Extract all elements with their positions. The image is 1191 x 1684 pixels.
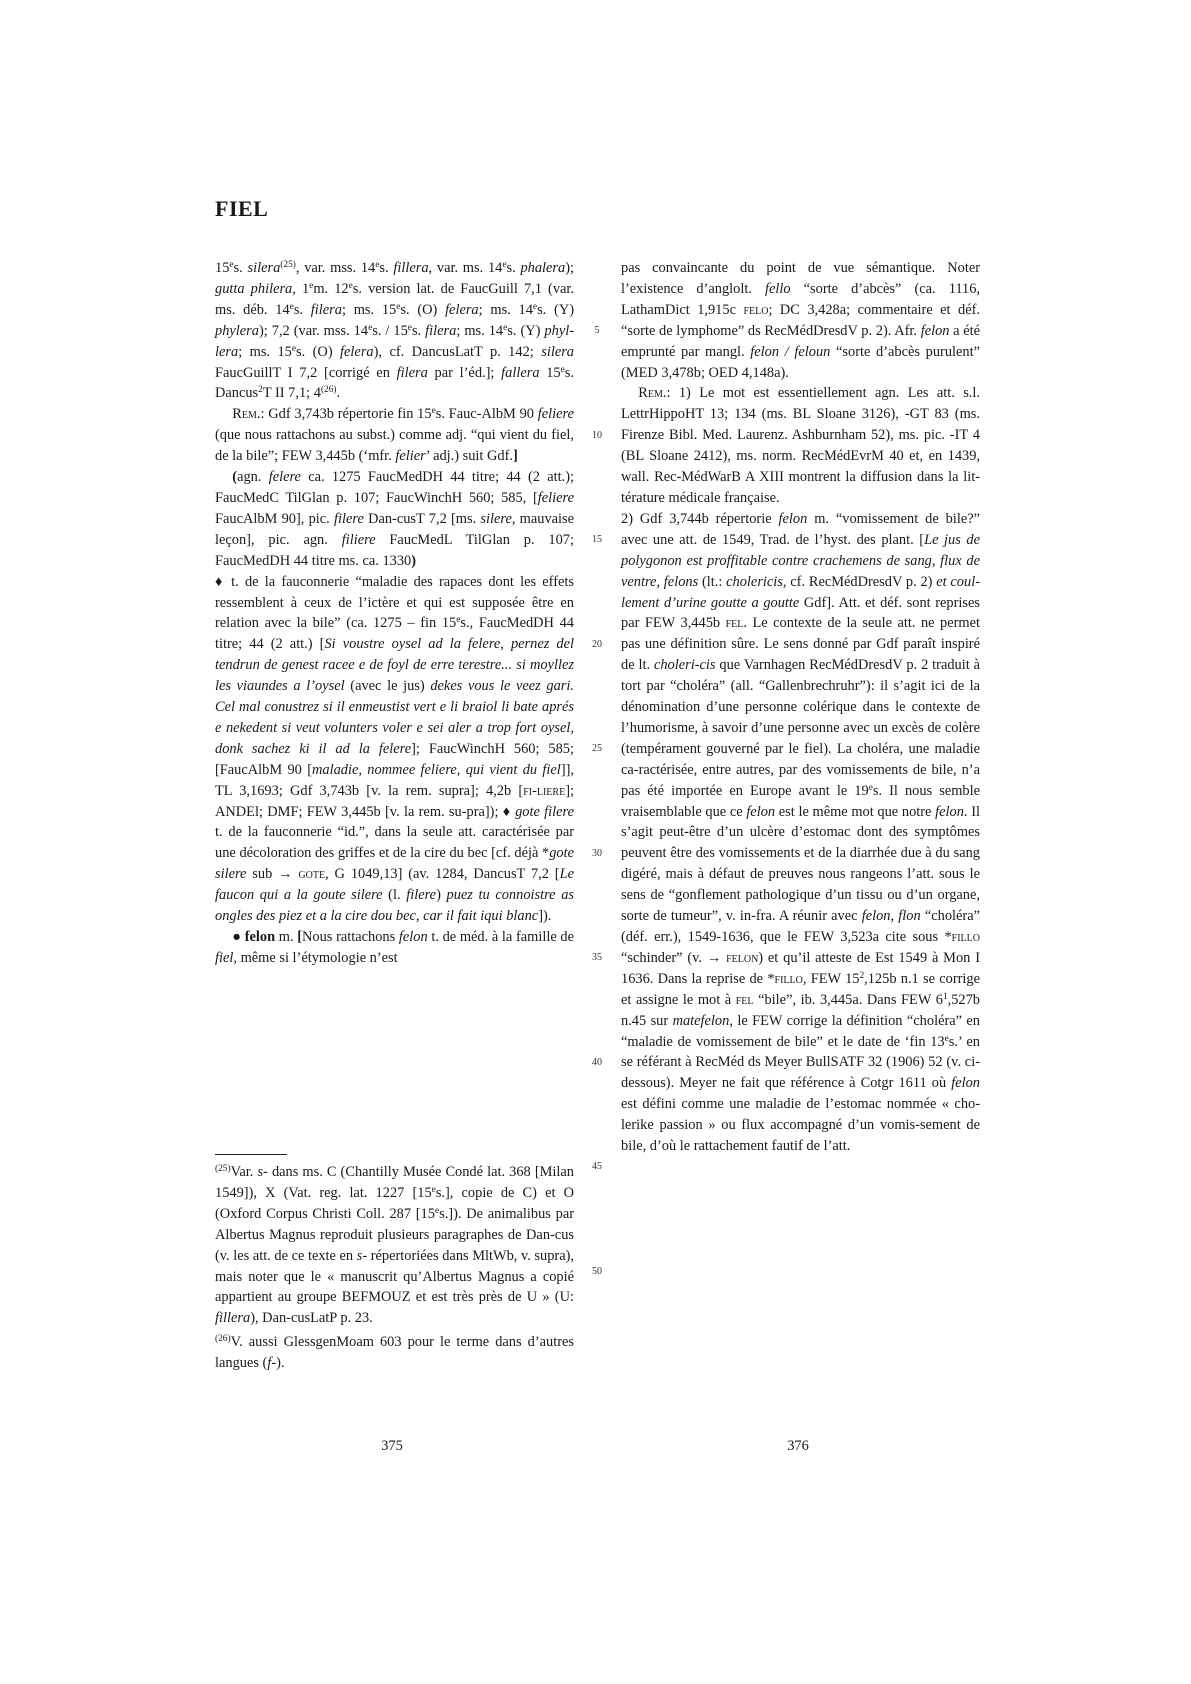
page-number-left: 375: [381, 1438, 403, 1454]
line-number: 20: [592, 639, 602, 650]
line-number: 40: [592, 1057, 602, 1068]
line-number: 15: [592, 534, 602, 545]
line-number: 35: [592, 952, 602, 963]
headword: FIEL: [215, 196, 269, 221]
line-number: 5: [594, 325, 600, 336]
footnote-rule: [215, 1154, 287, 1155]
footnotes: $^{(25)}$Var. s- dans ms. C (Chantilly Musée Condé lat. 368 [Milan 1549]), X (Vat. reg. lat. 1227 [15es.], copie de C) et O (Oxford Corpus Christi Coll. 287 [15es.]). De animalibus par Albertus Magnus reproduit plusieurs paragraphes de Dan-cus (v. les att. de ce texte en s- répertoriées dans MltWb, v. supra), mais noter que le « manuscrit qu’Albertus Magnus a copié appartient au groupe BEFMOUZ et est très près de U » (U: fillera), Dan-cusLatP p. 23. $^{(26)}$V. aussi GlessgenMoam 603 pour le terme dans d’autres langues (f-).: [215, 1163, 574, 1372]
line-number: 50: [592, 1266, 602, 1277]
line-number: 25: [592, 743, 602, 754]
right-column-text: pas convaincante du point de vue sémantique. Noter l’existence d’anglolt. fello “sorte d’abcès” (ca. 1116, LathamDict 1,915c felo; DC 3,428a; commentaire et déf. “sorte de lymphome” ds RecMédDresdV p. 2). Afr. felon a été emprunté par mangl. felon / feloun “sorte d’abcès purulent” (MED 3,478b; OED 4,148a). Rem.: 1) Le mot est essentiellement agn. Les att. s.l. LettrHippoHT 13; 134 (ms. BL Sloane 3126), -GT 83 (ms. Firenze Bibl. Med. Laurenz. Ashburnham 52), ms. pic. -IT 4 (BL Sloane 2412), ms. norm. RecMédEvrM 40 et, en 1439, wall. Rec-MédWarB A XIII montrent la diffusion dans la lit-térature médicale française. 2) Gdf 3,744b répertorie felon m. “vomissement de bile?” avec une att. de 1549, Trad. de l’hyst. des plant. [Le jus de polygonon est proffitable contre crachemens de sang, flux de ventre, felons (lt.: cholericis, cf. RecMédDresdV p. 2) et coul-lement d’urine goutte a goutte Gdf]. Att. et déf. sont reprises par FEW 3,445b fel. Le contexte de la seule att. ne permet pas une définition sûre. Le sens donné par Gdf paraît inspiré de lt. choleri-cis que Varnhagen RecMédDresdV p. 2 traduit à tort par “choléra” (all. “Gallenbrechruhr”): il s’agit ici de la dénomination d’une personne colérique dans le contexte de l’humorisme, à savoir d’une personne avec un excès de colère (tempérament gouverné par le fiel). La choléra, une maladie ca-ractérisée, entre autres, par des vomissements de bile, n’a pas été importée en Europe avant le 19es. Il nous semble vraisemblable que ce felon est le même mot que notre felon. Il s’agit peut-être d’un ulcère d’estomac dont des symptômes peuvent être des vomissements et de la diarrhée due à du sang digéré, mais à défaut de preuves nous rangeons l’att. sous le sens de “gonflement pathologique d’un tissu ou d’un organe, sorte de tumeur”, v. in-fra. A réunir avec felon, flon “choléra” (déf. err.), 1549-1636, que le FEW 3,523a cite sous *fillo “schinder” (v. → felon) et qu’il atteste de Est 1549 à Mon I 1636. Dans la reprise de *fillo, FEW $15^2,125b$ n.1 se corrige et assigne le mot à fel “bile”, ib. 3,445a. Dans FEW $6^1,527b$ n.45 sur matefelon, le FEW corrige la définition “choléra” en “maladie de vomissement de bile” et le date de ‘fin 13es.’ en se référant à RecMéd ds Meyer BullSATF 32 (1906) 52 (v. ci-dessous). Meyer ne fait que référence à Cotgr 1611 où felon est défini comme une maladie de l’estomac nommée « cho-lerike passion » ou flux accompagné d’un vomis-sement de bile, d’où le rattachement fautif de l’att.: [621, 260, 981, 1155]
page-number-right: 376: [787, 1438, 809, 1454]
line-number: 10: [592, 430, 602, 441]
line-number: 30: [592, 848, 602, 859]
left-column-text: 15es. silera$^{(25)}$, var. mss. 14es. fillera, var. ms. 14es. phalera); gutta philera, 1em. 12es. version lat. de FaucGuill 7,1 (var. ms. déb. 14es. filera; ms. 15es. (O) felera; ms. 14es. (Y) phylera); 7,2 (var. mss. 14es. / 15es. filera; ms. 14es. (Y) phyl-lera; ms. 15es. (O) felera), cf. DancusLatT p. 142; silera FaucGuillT I 7,2 [corrigé en filera par l’éd.]; fallera 15es. Dancus$^2$T II 7,1; 4$^{(26)}$. Rem.: Gdf 3,743b répertorie fin 15es. Fauc-AlbM 90 feliere (que nous rattachons au subst.) comme adj. “qui vient du fiel, de la bile”; FEW 3,445b (‘mfr. felier’ adj.) suit Gdf.] (agn. felere ca. 1275 FaucMedDH 44 titre; 44 (2 att.); FaucMedC TilGlan p. 107; FaucWinchH 560; 585, [feliere FaucAlbM 90], pic. filere Dan-cusT 7,2 [ms. silere, mauvaise leçon], pic. agn. filiere FaucMedL TilGlan p. 107; FaucMedDH 44 titre ms. ca. 1330) ♦ t. de la fauconnerie “maladie des rapaces dont les effets ressemblent à ceux de l’ictère et qui est supposée être en relation avec la bile” (ca. 1275 – fin 15es., FaucMedDH 44 titre; 44 (2 att.) [Si voustre oysel ad la felere, pernez del tendrun de genest racee e de foyl de erre terestre... si moyllez les viaundes a l’oysel (avec le jus) dekes vous le veez gari. Cel mal conustrez si il enmeustist vert e li braiol li bate aprés e nekedent si veut volunters voler e sei aler a trop fort oysel, donk sachez ki il ad la felere]; FaucWinchH 560; 585; [FaucAlbM 90 [maladie, nommee feliere, qui vient du fiel]], TL 3,1693; Gdf 3,743b [v. la rem. supra]; 4,2b [fi-liere]; ANDEl; DMF; FEW 3,445b [v. la rem. su-pra]); ♦ gote filere t. de la fauconnerie “id.”, dans la seule att. caractérisée par une décoloration des griffes et de la cire du bec [cf. déjà *gote silere sub → gote, G 1049,13] (av. 1284, DancusT 7,2 [Le faucon qui a la goute silere (l. filere) puez tu connoistre as ongles des piez et a la cire dou bec, car il fait iqui blanc]). ● felon m. [Nous rattachons felon t. de méd. à la famille de fiel, même si l’étymologie n’est: [215, 259, 575, 966]
line-number: 45: [592, 1161, 602, 1172]
